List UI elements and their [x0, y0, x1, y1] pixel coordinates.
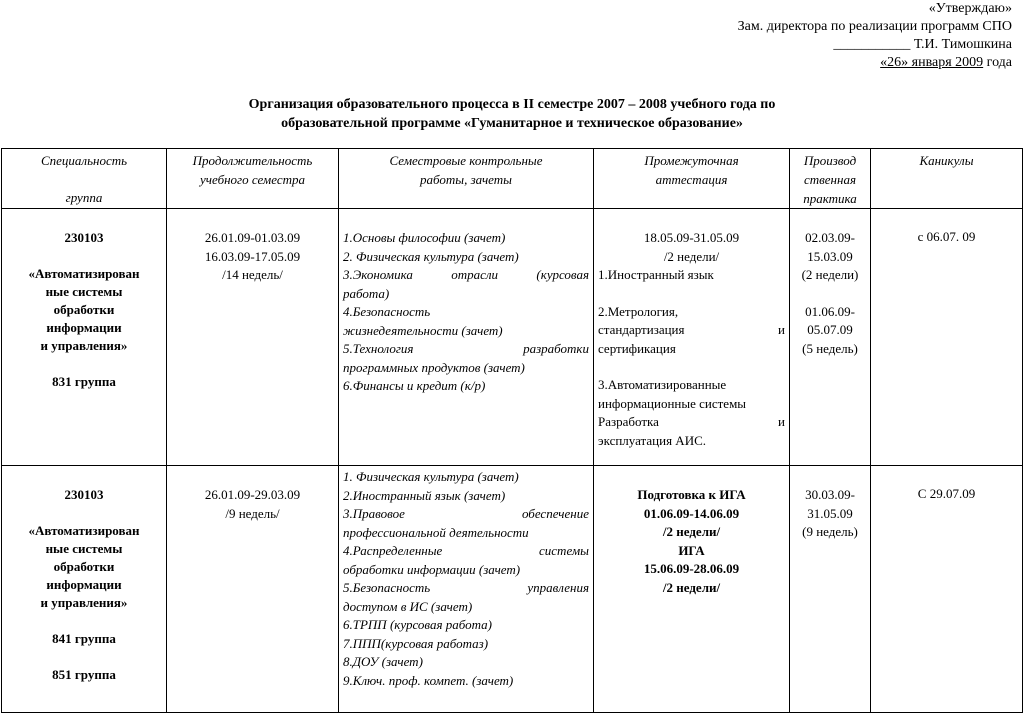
control-item: 3.Экономика отрасли (курсовая: [343, 267, 589, 282]
duration-cell: 26.01.09-29.03.09 /9 недель/: [167, 466, 339, 713]
specialty-name-line: обработки: [53, 302, 115, 317]
control-item: 6.Финансы и кредит (к/р): [343, 378, 486, 393]
header-attestation: Промежуточная аттестация: [594, 149, 790, 209]
practice-cell: 02.03.09- 15.03.09 (2 недели) 01.06.09- 05.07.09 (5 недель): [790, 209, 871, 466]
specialty-cell: [2, 466, 167, 713]
specialty-code: 230103: [64, 230, 104, 245]
approval-stamp: [612, 0, 1012, 72]
specialty-name-line: обработки: [53, 559, 115, 574]
title-line-1: Организация образовательного процесса в II семестре 2007 – 2008 учебного года по: [248, 97, 776, 112]
specialty-cell: [2, 209, 167, 466]
control-item: 4.Распределенные системы: [343, 543, 589, 558]
approval-date-suffix: года: [983, 55, 1012, 70]
control-item: обработки информации (зачет): [343, 561, 521, 577]
control-item: 1.Основы философии (зачет): [343, 230, 506, 245]
specialty-name-line: и управления»: [40, 338, 128, 353]
control-item: 7.ППП(курсовая работаз): [343, 635, 489, 651]
specialty-name-line: информации: [46, 577, 122, 592]
table-row: [2, 466, 1023, 713]
approval-title: «Утверждаю»: [928, 1, 1012, 16]
specialty-name-line: ные системы: [45, 541, 123, 556]
control-item: программных продуктов (зачет): [343, 359, 525, 375]
group-label: 851 группа: [52, 667, 116, 682]
header-practice: Производ ственная практика: [790, 149, 871, 209]
header-specialty: Специальность группа: [2, 149, 167, 209]
specialty-name-line: ные системы: [45, 284, 123, 299]
specialty-name-line: информации: [46, 320, 122, 335]
attestation-cell: 18.05.09-31.05.09 /2 недели/ 1.Иностранный язык 2.Метрология, стандартизация и сертификация 3.Автоматизированные информационные системы Разработка и эксплуатация АИС.: [594, 209, 790, 466]
vacation-cell: с 06.07. 09: [871, 209, 1023, 466]
title-line-2: образовательной программе «Гуманитарное и техническое образование»: [281, 116, 743, 131]
specialty-name-line: и управления»: [40, 595, 128, 610]
document-title: [0, 95, 1024, 133]
header-control: Семестровые контрольные работы, зачеты: [339, 149, 594, 209]
duration-cell: 26.01.09-01.03.09 16.03.09-17.05.09 /14 недель/: [167, 209, 339, 466]
approval-position: Зам. директора по реализации программ СПО: [737, 19, 1012, 34]
control-cell: [339, 466, 594, 713]
specialty-code: 230103: [64, 487, 104, 502]
table-row: [2, 209, 1023, 466]
header-duration: Продолжительность учебного семестра: [167, 149, 339, 209]
control-item: 8.ДОУ (зачет): [343, 654, 423, 669]
control-item: жизнедеятельности (зачет): [343, 322, 503, 338]
control-item: работа): [343, 285, 390, 301]
approval-date-value: «26» января 2009: [880, 55, 984, 70]
control-item: 5.Технология разработки: [343, 341, 589, 356]
control-item: 1. Физическая культура (зачет): [343, 469, 519, 484]
specialty-name-line: «Автоматизирован: [28, 266, 140, 281]
specialty-name-line: «Автоматизирован: [28, 523, 140, 538]
control-item: 4.Безопасность: [343, 304, 431, 319]
control-item: 3.Правовое обеспечение: [343, 506, 589, 521]
control-item: 6.ТРПП (курсовая работа): [343, 617, 492, 632]
control-item: профессиональной деятельности: [343, 524, 529, 540]
control-item: 9.Ключ. проф. компет. (зачет): [343, 672, 514, 688]
header-row: [2, 149, 1023, 209]
attestation-cell: Подготовка к ИГА 01.06.09-14.06.09 /2 недели/ ИГА 15.06.09-28.06.09 /2 недели/: [594, 466, 790, 713]
practice-cell: 30.03.09- 31.05.09 (9 недель): [790, 466, 871, 713]
approval-date: [612, 54, 1012, 72]
control-item: доступом в ИС (зачет): [343, 598, 473, 614]
control-item: 2.Иностранный язык (зачет): [343, 487, 506, 503]
control-item: 5.Безопасность управления: [343, 580, 589, 595]
control-cell: [339, 209, 594, 466]
control-item: 2. Физическая культура (зачет): [343, 248, 519, 264]
approval-signature: ___________ Т.И. Тимошкина: [833, 37, 1012, 52]
header-vacation: Каникулы: [871, 149, 1023, 209]
group-label: 831 группа: [52, 374, 116, 389]
group-label: 841 группа: [52, 631, 116, 646]
schedule-table: [1, 148, 1023, 713]
vacation-cell: С 29.07.09: [871, 466, 1023, 713]
